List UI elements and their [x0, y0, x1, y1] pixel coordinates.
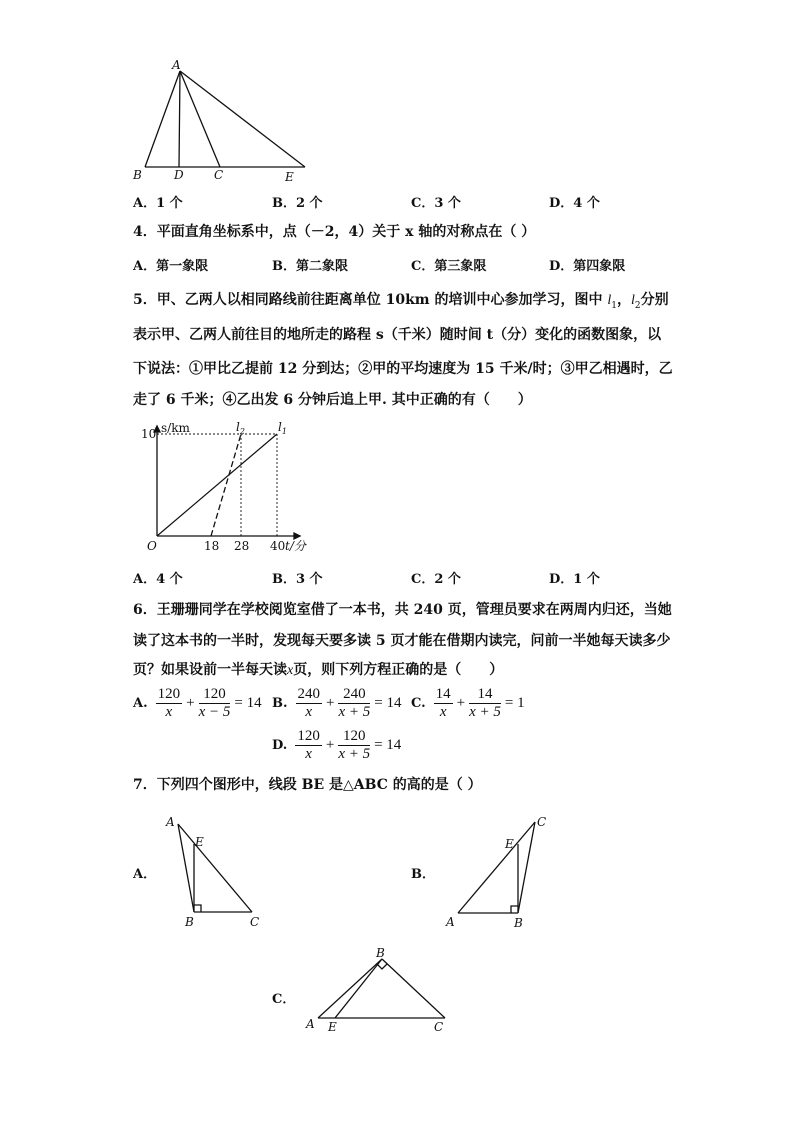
q5-option-d[interactable]: D．1 个: [549, 572, 600, 587]
fraction: $\frac{120}{x}$: [157, 686, 181, 720]
fraction: $\frac{240}{x + 5}$: [338, 686, 371, 720]
q5-line-4: 走了 6 千米；④乙出发 6 分钟后追上甲. 其中正确的有（ ）: [133, 392, 532, 408]
q5-option-a[interactable]: A．4 个: [133, 572, 183, 587]
label-C: C: [214, 168, 224, 182]
q4-option-c[interactable]: C．第三象限: [411, 259, 487, 274]
triangle-figure-q7a: [160, 810, 270, 935]
x-tick-label: 28: [234, 539, 250, 553]
option-mark: D.: [272, 738, 288, 753]
q7-stem: 7．下列四个图形中，线段 BE 是△ABC 的高的是（ ）: [133, 777, 482, 793]
label-A: A: [172, 58, 181, 72]
distance-time-chart: [135, 418, 335, 558]
fraction: $\frac{14}{x}$: [435, 686, 451, 720]
series-line-l2: [211, 434, 241, 536]
q5-option-c[interactable]: C．2 个: [411, 572, 461, 587]
q5-line-3: 下说法：①甲比乙提前 12 分到达；②甲的平均速度为 15 千米/时；③甲乙相遇时，乙: [133, 361, 673, 377]
q6-option-c[interactable]: C. $\frac{14}{x}$ + $\frac{14}{x + 5}$ = 1: [411, 686, 525, 720]
label-A: A: [166, 815, 175, 829]
origin-label: O: [147, 539, 157, 553]
label-E: E: [505, 837, 514, 851]
q7-option-b[interactable]: B．: [411, 867, 435, 882]
label-A: A: [446, 915, 455, 929]
q4-option-d[interactable]: D．第四象限: [549, 259, 626, 274]
q5-line-1: 5．甲、乙两人以相同路线前往距离单位 10km 的培训中心参加学习，图中 $l_1$，$l_2$分别: [133, 292, 669, 311]
label-E: E: [328, 1020, 337, 1034]
label-D: D: [174, 168, 184, 182]
label-B: B: [514, 916, 523, 930]
q5-option-b[interactable]: B．3 个: [272, 572, 323, 587]
q4-option-a[interactable]: A．第一象限: [133, 259, 209, 274]
fraction: $\frac{240}{x}$: [297, 686, 321, 720]
series-line-l1: [157, 434, 277, 536]
series-label-l1: $l_1$: [278, 420, 287, 436]
fraction: $\frac{14}{x + 5}$: [469, 686, 501, 720]
label-C: C: [434, 1020, 444, 1034]
q6-option-b[interactable]: B. $\frac{240}{x}$ + $\frac{240}{x + 5}$ = 14: [272, 686, 402, 720]
q4-stem: 4．平面直角坐标系中，点（－2，4）关于 x 轴的对称点在（ ）: [133, 224, 536, 240]
q3-option-a[interactable]: A．1 个: [133, 196, 183, 211]
label-B: B: [185, 915, 194, 929]
triangle-figure-q3: [130, 55, 320, 185]
q3-option-c[interactable]: C．3 个: [411, 196, 461, 211]
triangle-figure-q7b: [440, 810, 560, 935]
x-tick-label: 18: [204, 539, 220, 553]
label-A: A: [306, 1017, 315, 1031]
option-mark: C.: [411, 696, 426, 711]
fraction: $\frac{120}{x - 5}$: [198, 686, 231, 720]
q7-option-c[interactable]: C．: [272, 992, 296, 1007]
option-mark: B.: [272, 696, 288, 711]
triangle-figure-q7c: [300, 945, 460, 1040]
x-tick-label: 40: [270, 539, 286, 553]
x-axis-label: t/分: [285, 539, 306, 553]
option-mark: A.: [133, 696, 148, 711]
q6-line-3: 页？如果设前一半每天读x页，则下列方程正确的是（ ）: [133, 662, 504, 678]
q7-option-a[interactable]: A．: [133, 867, 157, 882]
q6-option-a[interactable]: A. $\frac{120}{x}$ + $\frac{120}{x - 5}$ = 14: [133, 686, 262, 720]
label-B: B: [133, 168, 142, 182]
fraction: $\frac{120}{x}$: [297, 728, 320, 762]
q6-option-d[interactable]: D. $\frac{120}{x}$ + $\frac{120}{x + 5}$ = 14: [272, 728, 402, 762]
y-tick-label: 10: [141, 427, 157, 441]
q3-option-d[interactable]: D．4 个: [549, 196, 600, 211]
q4-option-b[interactable]: B．第二象限: [272, 259, 348, 274]
label-C: C: [250, 915, 260, 929]
label-B: B: [376, 946, 385, 960]
q5-line-2: 表示甲、乙两人前往目的地所走的路程 s（千米）随时间 t（分）变化的函数图象，以: [133, 327, 662, 343]
q6-line-1: 6．王珊珊同学在学校阅览室借了一本书，共 240 页，管理员要求在两周内归还，当她: [133, 602, 672, 618]
label-E: E: [285, 170, 294, 184]
q6-line-2: 读了这本书的一半时，发现每天要多读 5 页才能在借期内读完，问前一半她每天读多少: [133, 633, 671, 649]
fraction: $\frac{120}{x + 5}$: [338, 728, 371, 762]
q3-option-b[interactable]: B．2 个: [272, 196, 323, 211]
label-E: E: [195, 835, 204, 849]
y-axis-label: s/km: [161, 421, 190, 435]
series-label-l2: $l_2$: [236, 420, 245, 436]
label-C: C: [537, 815, 547, 829]
